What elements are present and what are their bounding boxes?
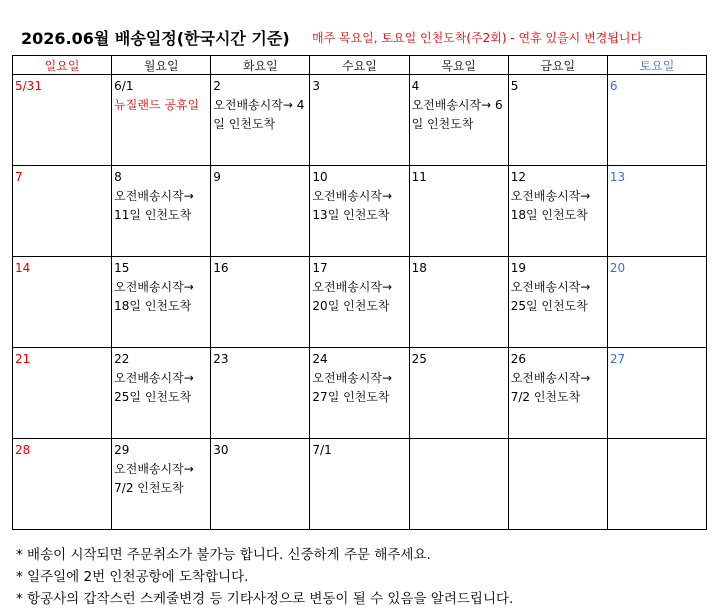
day-number: 17 [312,261,328,275]
day-number: 11 [411,170,427,184]
title-row [0,26,718,46]
day-note: 오전배송시작→ 25일 인천도착 [114,371,194,404]
day-number: 20 [609,261,626,275]
calendar-day-cell [508,257,607,348]
calendar-body [13,75,707,530]
day-number: 5 [510,79,519,93]
calendar-day-cell [310,75,409,166]
footnote: * 배송이 시작되면 주문취소가 불가능 합니다. 신중하게 주문 해주세요. [16,547,431,563]
calendar-day-cell [211,257,310,348]
day-note: 오전배송시작→ 27일 인천도착 [312,371,393,404]
day-number: 5/31 [15,79,42,93]
day-number: 26 [510,352,526,366]
schedule-note: 매주 목요일, 토요일 인천도착(주2회) - 연휴 있을시 변경됩니다 [312,31,643,45]
calendar-table [12,55,707,530]
day-note: 오전배송시작→ 7/2 인천도착 [114,462,194,495]
day-number: 7 [15,170,23,184]
day-note: 오전배송시작→ 7/2 인천도착 [510,371,591,404]
footnotes [16,544,706,610]
day-number: 13 [609,170,626,184]
day-number: 22 [114,352,130,366]
calendar-day-cell [409,75,508,166]
calendar-day-cell [310,348,409,439]
day-note: 오전배송시작→ 25일 인천도착 [510,280,591,313]
footnote: * 항공사의 갑작스런 스케줄변경 등 기타사정으로 변동이 될 수 있음을 알려드립니다. [16,591,514,607]
day-note: 오전배송시작→ 18일 인천도착 [114,280,194,313]
calendar-week-row [13,439,707,530]
calendar-day-cell [112,166,211,257]
calendar-day-cell [508,439,607,530]
day-number: 16 [213,261,229,275]
day-number: 8 [114,170,122,184]
day-note: 오전배송시작→ 20일 인천도착 [312,280,393,313]
day-number: 28 [15,443,31,457]
weekday-tuesday: 화요일 [211,56,310,75]
day-note: 오전배송시작→ 13일 인천도착 [312,189,393,222]
day-number: 23 [213,352,229,366]
day-number: 19 [510,261,526,275]
weekday-saturday: 토요일 [607,56,706,75]
day-number: 18 [411,261,427,275]
day-number: 10 [312,170,328,184]
calendar-day-cell [409,348,508,439]
calendar-week-row [13,257,707,348]
day-number: 21 [15,352,31,366]
calendar-day-cell [13,166,112,257]
calendar-day-cell [409,166,508,257]
weekday-wednesday: 수요일 [310,56,409,75]
calendar-day-cell [112,257,211,348]
weekday-monday: 월요일 [112,56,211,75]
calendar-day-cell [211,439,310,530]
calendar-week-row [13,348,707,439]
weekday-friday: 금요일 [508,56,607,75]
day-number: 4 [411,79,420,93]
day-number: 30 [213,443,229,457]
calendar-day-cell [607,75,706,166]
calendar-day-cell [112,75,211,166]
calendar-day-cell [13,257,112,348]
day-note: 오전배송시작→ 6일 인천도착 [411,98,503,131]
day-number: 3 [312,79,321,93]
day-note: 뉴질랜드 공휴일 [114,98,200,112]
day-number: 15 [114,261,130,275]
weekday-header-row [13,56,707,75]
weekday-sunday: 일요일 [13,56,112,75]
calendar-day-cell [211,166,310,257]
calendar-day-cell [508,75,607,166]
day-number: 27 [609,352,626,366]
calendar-day-cell [607,166,706,257]
calendar-week-row [13,166,707,257]
calendar-day-cell [607,439,706,530]
calendar-day-cell [409,439,508,530]
calendar-day-cell [508,166,607,257]
weekday-thursday: 목요일 [409,56,508,75]
calendar-day-cell [409,257,508,348]
calendar-day-cell [211,348,310,439]
calendar-day-cell [607,257,706,348]
day-number: 6 [609,79,618,93]
calendar-day-cell [112,439,211,530]
calendar-day-cell [13,439,112,530]
day-note: 오전배송시작→ 4일 인천도착 [213,98,305,131]
calendar-day-cell [211,75,310,166]
day-number: 14 [15,261,31,275]
day-number: 12 [510,170,526,184]
day-number: 7/1 [312,443,332,457]
calendar-day-cell [13,348,112,439]
calendar-day-cell [112,348,211,439]
calendar-day-cell [13,75,112,166]
calendar-week-row [13,75,707,166]
day-number: 24 [312,352,328,366]
footnote: * 일주일에 2번 인천공항에 도착합니다. [16,569,249,585]
calendar-day-cell [310,257,409,348]
page-title: 2026.06월 배송일정(한국시간 기준) [21,29,290,48]
day-number: 9 [213,170,221,184]
day-number: 2 [213,79,221,93]
day-note: 오전배송시작→ 11일 인천도착 [114,189,194,222]
calendar-day-cell [508,348,607,439]
day-number: 6/1 [114,79,134,93]
calendar-day-cell [310,439,409,530]
day-note: 오전배송시작→ 18일 인천도착 [510,189,591,222]
day-number: 25 [411,352,427,366]
calendar-day-cell [607,348,706,439]
calendar-day-cell [310,166,409,257]
day-number: 29 [114,443,130,457]
